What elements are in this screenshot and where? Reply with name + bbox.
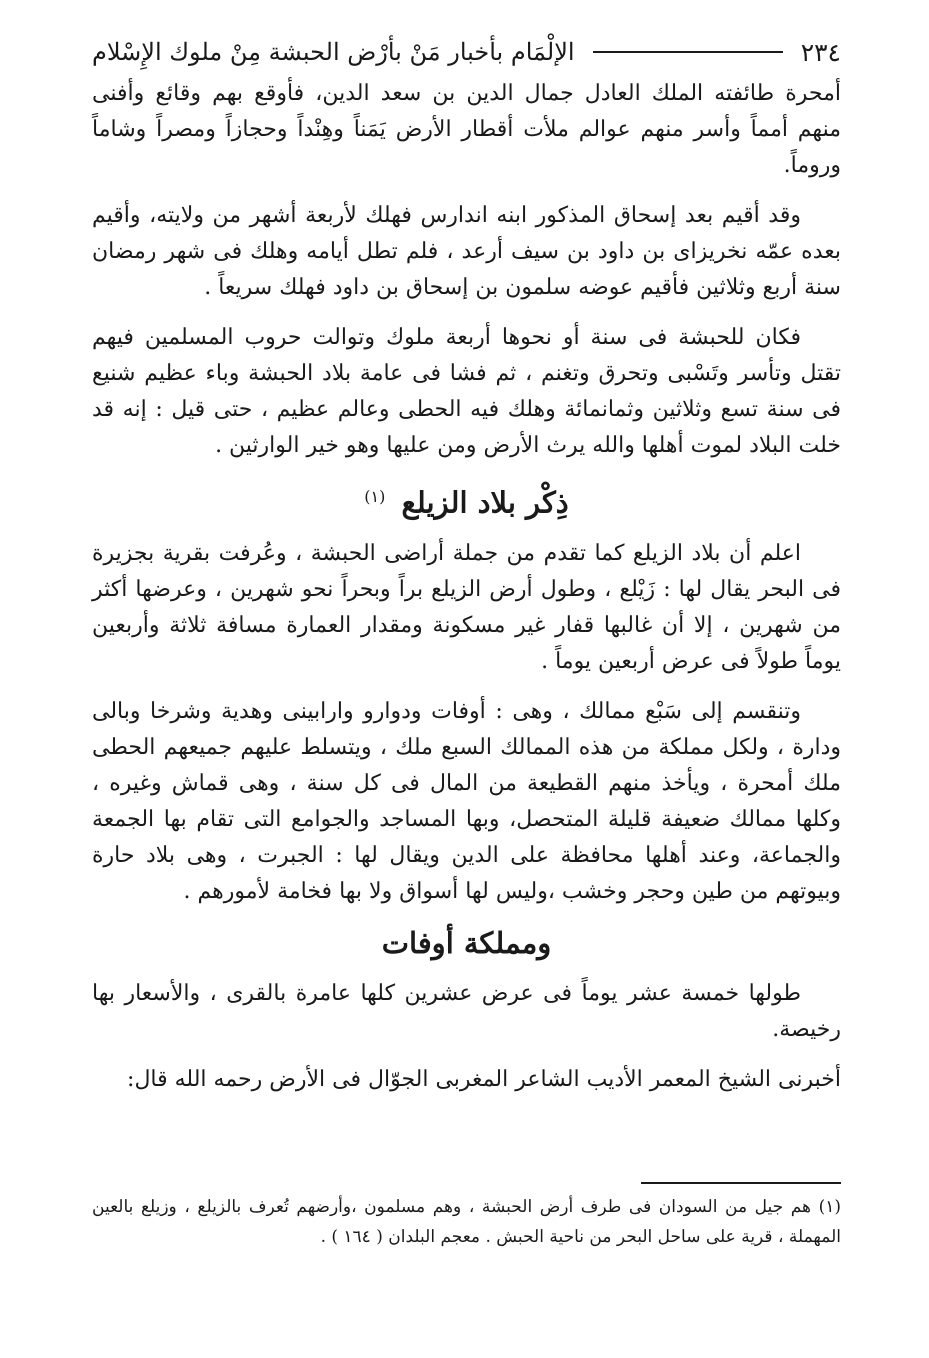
paragraph-1: أمحرة طائفته الملك العادل جمال الدين بن سعد الدين، فأوقع بهم وقائع وأفنى منهم أمماً وأسر منهم عوالم ملأت أقطار الأرض يَمَناً وهِنْداً وحجازاً ومصراً وشاماً وروماً.: [92, 81, 841, 178]
main-text: [92, 76, 841, 1098]
header-rule: [593, 51, 783, 53]
section-heading-awfat: ومملكة أوفات: [381, 925, 552, 960]
paragraph-4: اعلم أن بلاد الزيلع كما تقدم من جملة أراضى الحبشة ، وعُرفت بقرية بجزيرة فى البحر يقال لها : زَيْلع ، وطول أرض الزيلع براً وبحراً نحو شهرين ، وعرضها أكثر من شهرين ، إلا أن غالبها قفار غير مسكونة ومقدار العمارة مسافة ثلاثة وأربعين يوماً طولاً فى عرض أربعين يوماً .: [92, 540, 841, 674]
footnote-reference: (١): [364, 487, 386, 506]
paragraph-7: أخبرنى الشيخ المعمر الأديب الشاعر المغربى الجوّال فى الأرض رحمه الله قال:: [127, 1066, 841, 1092]
section-heading-zaila: [92, 478, 841, 522]
paragraph-5: وتنقسم إلى سَبْع ممالك ، وهى : أوفات ودوارو وارابينى وهدية وشرخا وبالى ودارة ، ولكل مملكة من هذه الممالك السبع ملك ، ويتسلط عليهم جميعهم الحطى ملك أمحرة ، ويأخذ منهم القطيعة من المال فى كل سنة ، وهى قماش وغيره ، وكلها ممالك ضعيفة قليلة المتحصل، وبها المساجد والجوامع التى تقام بها الجمعة والجماعة، وعند أهلها محافظة على الدين ويقال لها : الجبرت ، وهى بلاد حارة وبيوتهم من طين وحجر وخشب ،وليس لها أسواق ولا بها فخامة لأمورهم .: [92, 698, 841, 904]
section-heading-zaila-text: ذِكْر بلاد الزيلع: [401, 485, 569, 520]
paragraph-6: طولها خمسة عشر يوماً فى عرض عشرين كلها عامرة بالقرى ، والأسعار بها رخيصة.: [92, 980, 841, 1042]
page-number: ٢٣٤: [800, 37, 841, 67]
running-title: الإلْمَام بأخبار مَنْ بأرْض الحبشة مِنْ ملوك الإِسْلام: [92, 38, 575, 66]
footnote-rule: [641, 1182, 841, 1184]
footnote: (١) هم جيل من السودان فى طرف أرض الحبشة ، وهم مسلمون ،وأرضهم تُعرف بالزيلع ، وزيلع بالعين المهملة ، قرية على ساحل البحر من ناحية الحبش . معجم البلدان ( ١٦٤ ) .: [92, 1197, 841, 1247]
paragraph-3: فكان للحبشة فى سنة أو نحوها أربعة ملوك وتوالت حروب المسلمين فيهم تقتل وتأسر وتَسْبى وتحرق وتغنم ، ثم فشا فى عامة بلاد الحبشة وباء عظيم شنيع فى سنة تسع وثلاثين وثمانمائة وهلك فيه الحطى وعالم عظيم ، حتى قيل : إنه قد خلت البلاد لموت أهلها والله يرث الأرض ومن عليها وهو خير الوارثين .: [92, 325, 841, 458]
paragraph-2: وقد أقيم بعد إسحاق المذكور ابنه اندارس فهلك لأربعة أشهر من ولايته، وأقيم بعده عمّه نخريزاى بن داود بن سيف أرعد ، فلم تطل أيامه وهلك فى شهر رمضان سنة أربع وثلاثين فأقيم عوضه سلمون بن إسحاق بن داود فهلك سريعاً .: [92, 203, 841, 300]
running-head: [92, 28, 841, 76]
